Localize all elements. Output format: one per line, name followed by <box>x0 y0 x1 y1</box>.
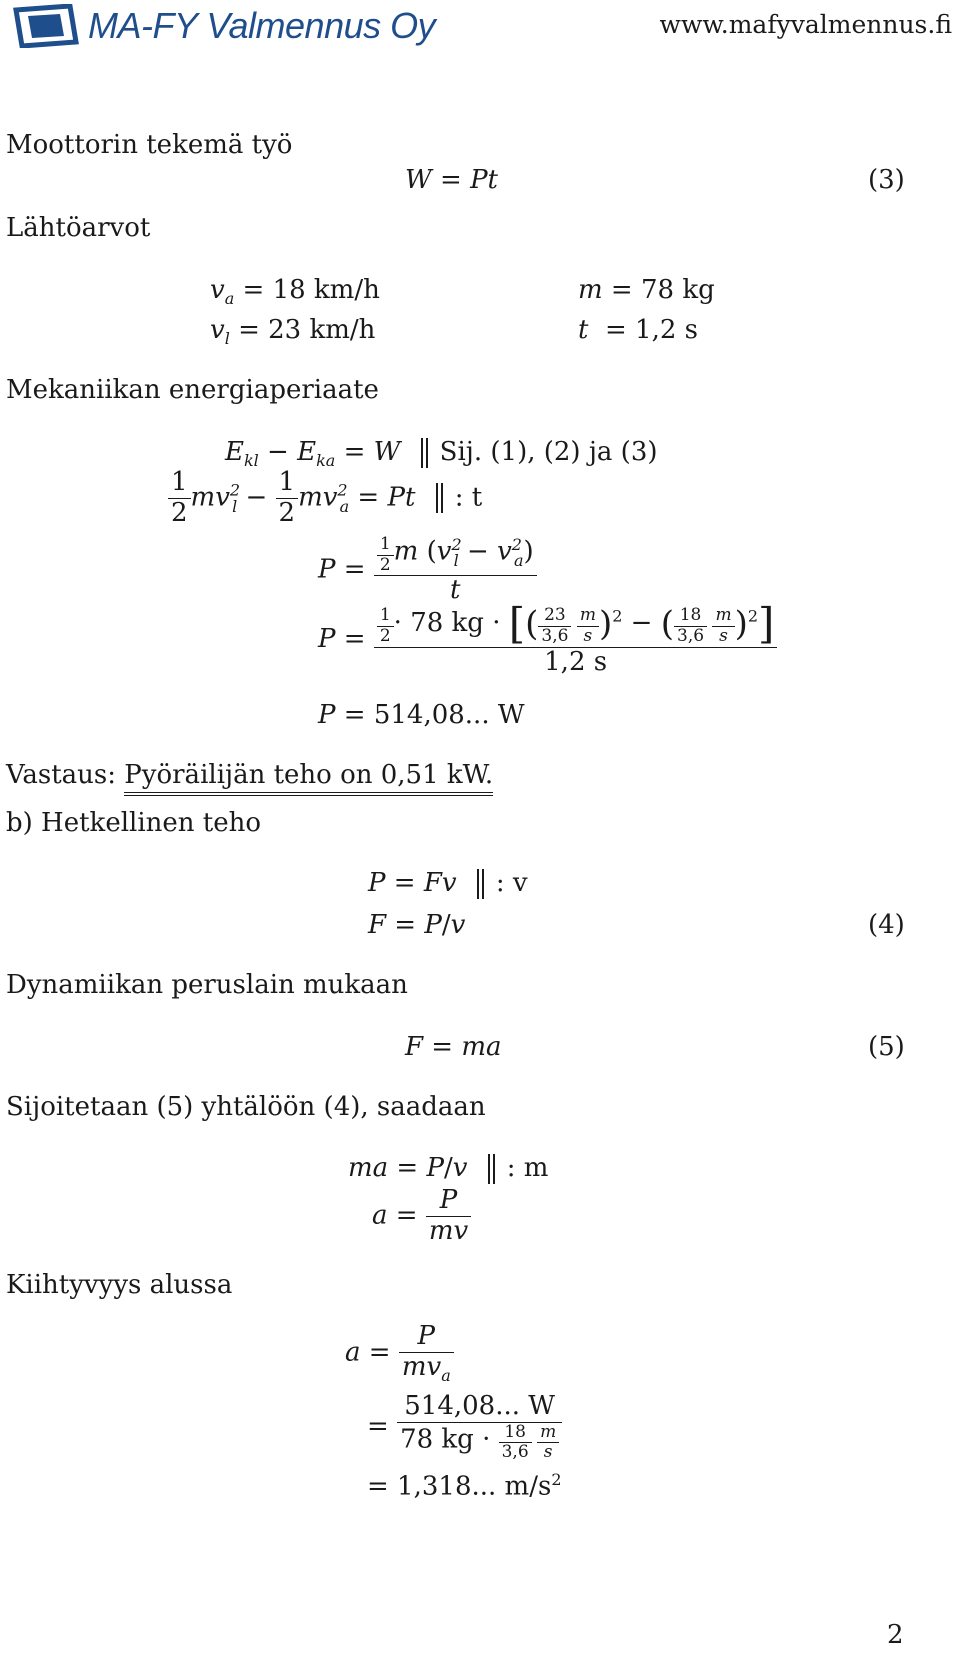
eq-p-numeric: P = $\frac{1}{2}$ · 78 kg · [( $\frac{23}{3,6}$ $\frac{m}{s}$ )$^2$ − ( $\frac{18}{3,6}$ $\frac{m}{s}$ )$^2$] 1,2 s <box>318 603 777 677</box>
website-url: www.mafyvalmennus.fi <box>659 10 952 39</box>
eq-f-ma: F = ma <box>405 1032 502 1062</box>
eq-p-fv: P = Fv : v <box>368 868 528 898</box>
heading-sijoitetaan: Sijoitetaan (5) yhtälöön (4), saadaan <box>6 1092 486 1122</box>
eq-vl: $v_l = 23$ km/h <box>210 315 376 349</box>
heading-mekaniikka: Mekaniikan energiaperiaate <box>6 375 379 405</box>
eq-t: t = 1,2 s <box>578 315 698 345</box>
answer-underlined: Pyöräilijän teho on 0,51 kW. <box>124 760 493 796</box>
eq-a-result: = 1,318... $m/s^2$ <box>367 1470 562 1502</box>
eq5-label: (5) <box>868 1032 905 1062</box>
eq-w-pt: W = Pt <box>405 165 499 195</box>
eq4-label: (4) <box>868 910 905 940</box>
heading-b: b) Hetkellinen teho <box>6 808 262 838</box>
logo-text: MA-FY Valmennus Oy <box>88 5 436 46</box>
answer: Vastaus: Pyöräilijän teho on 0,51 kW. <box>6 760 493 790</box>
eq-a-numeric: = 514,08... W 78 kg · $\frac{18}{3,6}$ $\frac{m}{s}$ <box>367 1392 562 1463</box>
eq-energy: $E_{kl} - E_{ka} = W$ Sij. (1), (2) ja (3) <box>225 437 658 471</box>
heading-dynamiikka: Dynamiikan peruslain mukaan <box>6 970 408 1000</box>
eq-p-formula: P = $\frac{1}{2}$ m $(v^2_l - v^2_a)$ t <box>318 535 537 606</box>
heading-kiihtyvyys: Kiihtyvyys alussa <box>6 1270 233 1300</box>
eq-ma-pv: ma = P/v : m <box>348 1153 549 1183</box>
eq-kinetic: $\frac{1}{2}$ $mv^2_l$ − $\frac{1}{2}$ $mv^2_a = Pt$ : t <box>168 468 482 529</box>
eq-a-pmv: a = $\frac{P}{mv}$ <box>372 1186 471 1247</box>
page-number: 2 <box>887 1620 904 1650</box>
eq-p-result: P = 514,08... W <box>318 700 525 730</box>
eq-va: $v_a = 18$ km/h <box>210 275 380 309</box>
eq3-label: (3) <box>868 165 905 195</box>
eq-f-pv: F = P/v <box>368 910 466 940</box>
eq-m: m = 78 kg <box>578 275 715 305</box>
logo-mark-icon <box>10 4 80 48</box>
heading-moottori: Moottorin tekemä työ <box>6 130 293 160</box>
eq-a-pmva: a = $\frac{P}{mv_a}$ <box>345 1322 454 1385</box>
logo <box>10 4 435 48</box>
heading-lahtoarvot: Lähtöarvot <box>6 213 151 243</box>
